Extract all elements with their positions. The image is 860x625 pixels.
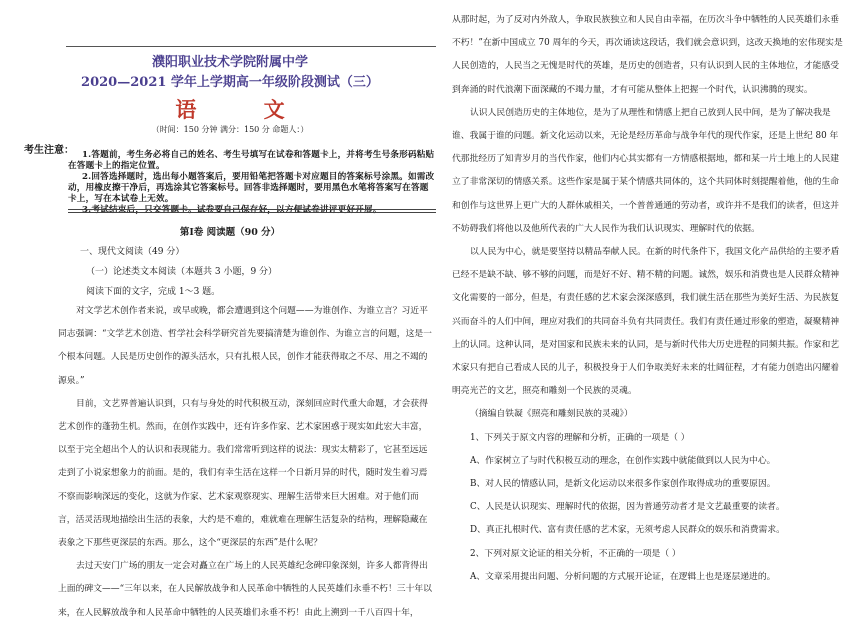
question-stem: 2、下列对原文论证的相关分析，不正确的一项是（ ） — [470, 548, 681, 559]
paragraph: 以人民为中心，就是要坚持以精品奉献人民。在新的时代条件下，我国文化产品供给的主要矛盾已经不是缺不缺、够不够的问题，而是好不好、精不精的问题。诚然，娱乐和消费也是人民群众精神文化需要的一部分，但是，有责任感的艺术家会深深感到，我们就生活在那些为美好生活、为民族复兴而奋斗的人们中间，理应对我们的共同奋斗负有共同责任。我们有责任通过形象的塑造，凝聚精神上的认同。这种认同，是对国家和民族未来的认同，是与新时代伟大历史进程的同频共振。作家和艺术家只有把自己看成人民的儿子，积极投身于人们争取美好未来的壮阔征程，才有能力创造出闪耀着明亮光芒的文艺，照亮和雕刻一个民族的灵魂。 — [452, 247, 840, 397]
question-option: C、人民是认识现实、理解时代的依据，因为普通劳动者才是文艺最重要的读者。 — [470, 502, 785, 513]
divider-line — [68, 209, 436, 210]
essay-reading-heading: （一）论述类文本阅读（本题共 3 小题，9 分） — [86, 267, 278, 277]
paragraph: 目前，文艺界普遍认识到，只有与身处的时代积极互动，深刻回应时代重大命题，才会获得艺术创作的蓬勃生机。然而，在创作实践中，还有许多作家、艺术家困惑于现实如此宏大丰富，以至于完全超出个人的认识和表现能力。我们常常听到这样的说法：现实太精彩了，它甚至远远走到了小说家想象力的前面。是的，我们有幸生活在这样一个日新月异的时代，随时发生着习焉不察而影响深远的变化，这就为作家、艺术家观察现实、理解生活带来巨大困难。对于他们而言，活灵活现地描绘出生活的表象，大约是不难的，难就难在理解生活复杂的结构，理解隐藏在表象之下那些更深层的东西。那么，这个“更深层的东西”是什么呢？ — [58, 398, 428, 549]
question-stem: 1、下列关于原文内容的理解和分析，正确的一项是（ ） — [470, 432, 690, 443]
divider-line-2 — [68, 212, 436, 213]
question-option: D、真正扎根时代、富有责任感的艺术家，无须考虑人民群众的娱乐和消费需求。 — [470, 525, 785, 536]
exam-title: 2020—2021 学年上学期高一年级阶段测试（三） — [81, 75, 379, 90]
subject-title: 语 文 — [175, 97, 315, 122]
notice-box — [68, 150, 436, 215]
notice-item-1: 1.答题前，考生务必将自己的姓名、考生号填写在试卷和答题卡上，并将考生号条形码粘贴在答题卡上的指定位置。 — [68, 150, 435, 171]
question-option: B、对人民的情感认同，是新文化运动以来很多作家创作取得成功的重要原因。 — [470, 479, 776, 490]
left-body — [58, 300, 436, 625]
notice-title: 考生注意： — [24, 145, 74, 156]
source-citation: （摘编自铁凝《照亮和雕刻民族的灵魂》） — [470, 409, 633, 420]
exam-meta: （时间：150 分钟 满分：150 分 命题人：） — [151, 125, 309, 134]
paragraph: 从那时起，为了反对内外敌人，争取民族独立和人民自由幸福，在历次斗争中牺牲的人民英雄们永垂不朽！”在新中国成立 70 周年的今天，再次诵读这段话，我们就会意识到，这改天换地的宏伟现实是人民创造的，人民当之无愧是时代的英雄，是历史的创造者，只有认识到人民的主体地位，才能感受到奔涌的时代浪潮下面深藏的不竭力量，才有可能从整体上把握一个时代，认识沸腾的现实。 — [452, 15, 843, 95]
paragraph: 去过天安门广场的朋友一定会对矗立在广场上的人民英雄纪念碑印象深刻，许多人都背得出上面的碑文——“三年以来，在人民解放战争和人民革命中牺牲的人民英雄们永垂不朽！三十年以来，在人民解放战争和人民革命中牺牲的人民英雄们永垂不朽！由此上溯到一千八百四十年， — [58, 561, 432, 618]
part-title: 第Ⅰ卷 阅读题（90 分） — [179, 227, 281, 238]
notice-item-2: 2.回答选择题时，选出每小题答案后，要用铅笔把答题卡对应题目的答案标号涂黑。如需改动，用橡皮擦干净后，再选涂其它答案标号。回答非选择题时，要用黑色水笔将答案写在答题卡上，写在本试卷上无效。 — [68, 171, 435, 204]
question-option: A、文章采用提出问题、分析问题的方式展开论证，在逻辑上也是逐层递进的。 — [470, 571, 776, 582]
modern-reading-heading: 一、现代文阅读（49 分） — [80, 247, 185, 257]
question-option: A、作家树立了与时代积极互动的理念，在创作实践中就能做到以人民为中心。 — [470, 455, 776, 466]
right-body — [452, 9, 844, 589]
top-rule — [66, 46, 436, 47]
reading-instruction: 阅读下面的文字，完成 1～3 题。 — [86, 287, 221, 297]
school-name: 濮阳职业技术学院附属中学 — [151, 55, 308, 70]
paragraph: 对文学艺术创作者来说，或早或晚，都会遭遇到这个问题——为谁创作、为谁立言？习近平同志强调：“文学艺术创造、哲学社会科学研究首先要搞清楚为谁创作、为谁立言的问题，这是一个根本问题。人民是历史创作的源头活水，只有扎根人民，创作才能获得取之不尽、用之不竭的源泉。” — [58, 306, 432, 386]
paragraph: 认识人民创造历史的主体地位，是为了从理性和情感上把自己放到人民中间，是为了解决我是谁、我属于谁的问题。新文化运动以来，无论是经历革命与战争年代的现代作家，还是上世纪 80 年代那批经历了知青岁月的当代作家，他们内心其实都有一方情感根据地，都和某一片土地上的人民建立了非常深切的情感关系。这些作家是属于某个情感共同体的，这个共同体时刻提醒着他，他的生命和创作与这世界上更广大的人群休戚相关，一个普普通通的劳动者，或许并不是我们的读者，但这并不妨碍我们将他以及他所代表的广大人民作为我们认识现实、理解时代的依据。 — [452, 107, 840, 234]
notice-item-3: 3.考试结束后，只交答题卡。试卷要自己保存好，以方便试卷讲评更好开展。 — [82, 204, 382, 215]
